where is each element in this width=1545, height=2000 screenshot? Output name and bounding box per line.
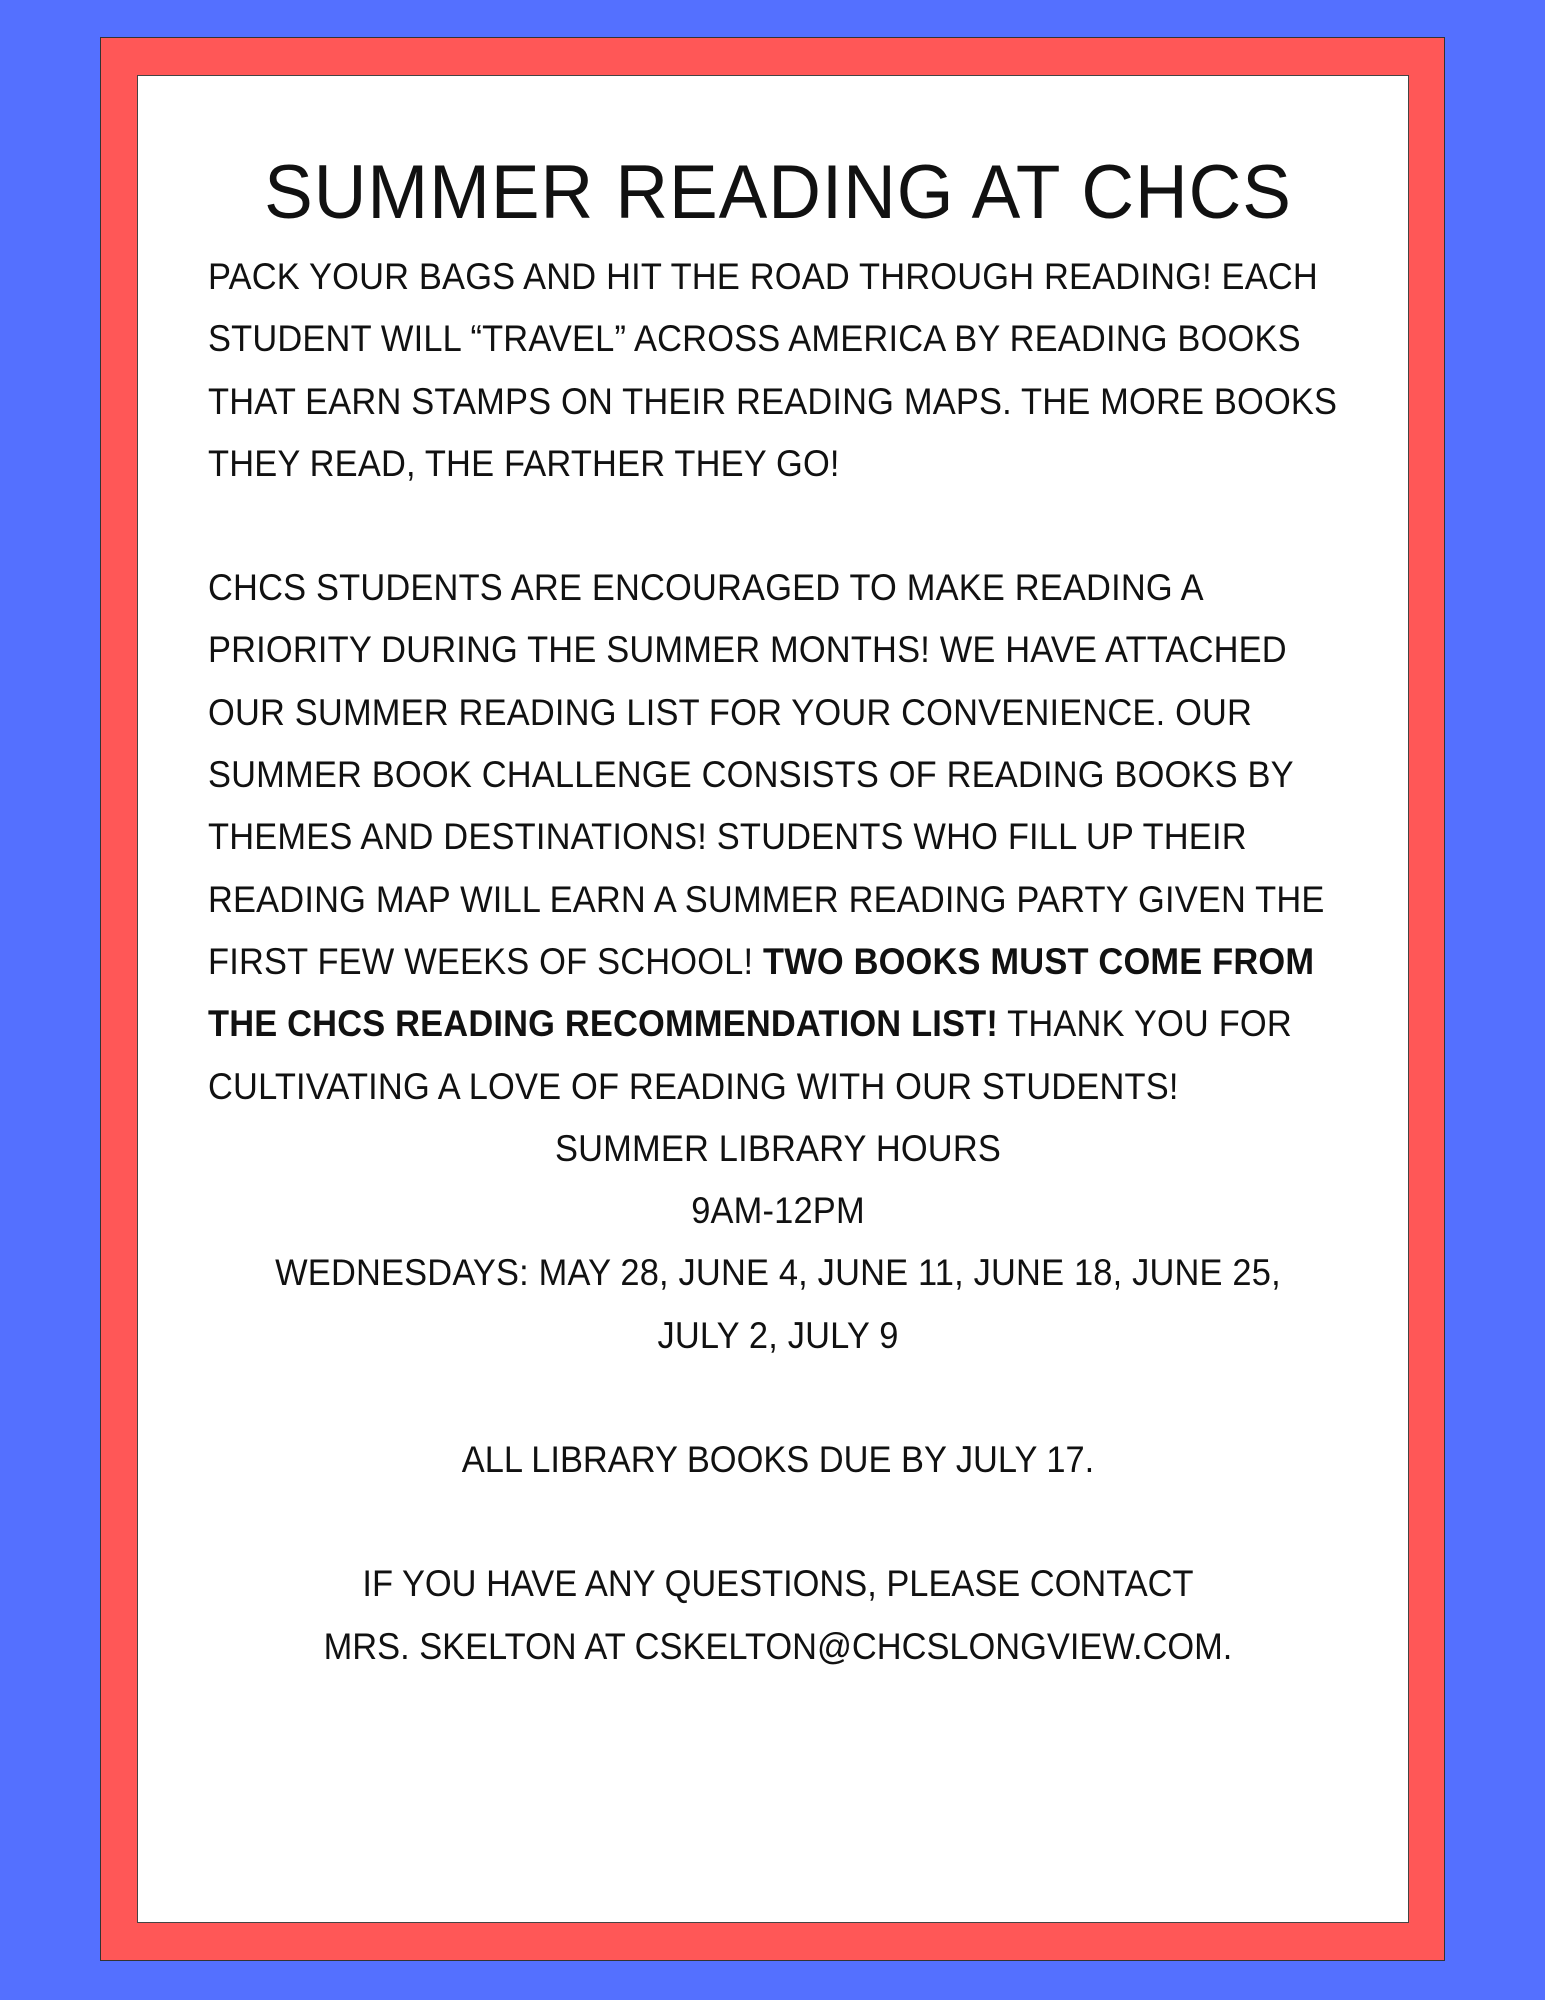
thank-you-text: THANK YOU FOR CULTIVATING A LOVE OF READING WITH OUR STUDENTS! (208, 1003, 1292, 1107)
flyer-content (208, 145, 1348, 1678)
library-days-line-2: JULY 2, JULY 9 (657, 1314, 899, 1356)
library-hours-heading: SUMMER LIBRARY HOURS (554, 1127, 1002, 1169)
contact-block (248, 1553, 1308, 1678)
recommendation-requirement: TWO BOOKS MUST COME FROM THE CHCS READING RECOMMENDATION LIST! (208, 940, 1315, 1045)
library-hours-block (248, 1118, 1308, 1367)
flyer-title: SUMMER READING AT CHCS (264, 150, 1292, 235)
library-hours-time: 9AM-12PM (691, 1190, 865, 1232)
challenge-intro-text: CHCS STUDENTS ARE ENCOURAGED TO MAKE READING A PRIORITY DURING THE SUMMER MONTHS! WE HAVE ATTACHED OUR SUMMER READING LIST FOR YOUR CONVENIENCE. OUR SUMMER BOOK CHALLENGE CONSISTS OF READING BOOKS BY THEMES AND DESTINATIONS! STUDENTS WHO FILL UP THEIR READING MAP WILL EARN A SUMMER READING PARTY GIVEN THE FIRST FEW WEEKS OF SCHOOL! (208, 567, 1325, 982)
library-days-line-1: WEDNESDAYS: MAY 28, JUNE 4, JUNE 11, JUNE 18, JUNE 25, (275, 1252, 1281, 1294)
books-due-notice: ALL LIBRARY BOOKS DUE BY JULY 17. (461, 1439, 1095, 1481)
contact-line-2: MRS. SKELTON AT CSKELTON@CHCSLONGVIEW.COM. (323, 1625, 1233, 1667)
intro-paragraph: PACK YOUR BAGS AND HIT THE ROAD THROUGH READING! EACH STUDENT WILL “TRAVEL” ACROSS AMERICA BY READING BOOKS THAT EARN STAMPS ON THEIR READING MAPS. THE MORE BOOKS THEY READ, THE FARTHER THEY GO! (208, 256, 1338, 484)
contact-line-1: IF YOU HAVE ANY QUESTIONS, PLEASE CONTACT (362, 1563, 1194, 1605)
challenge-paragraph (208, 557, 1342, 1118)
